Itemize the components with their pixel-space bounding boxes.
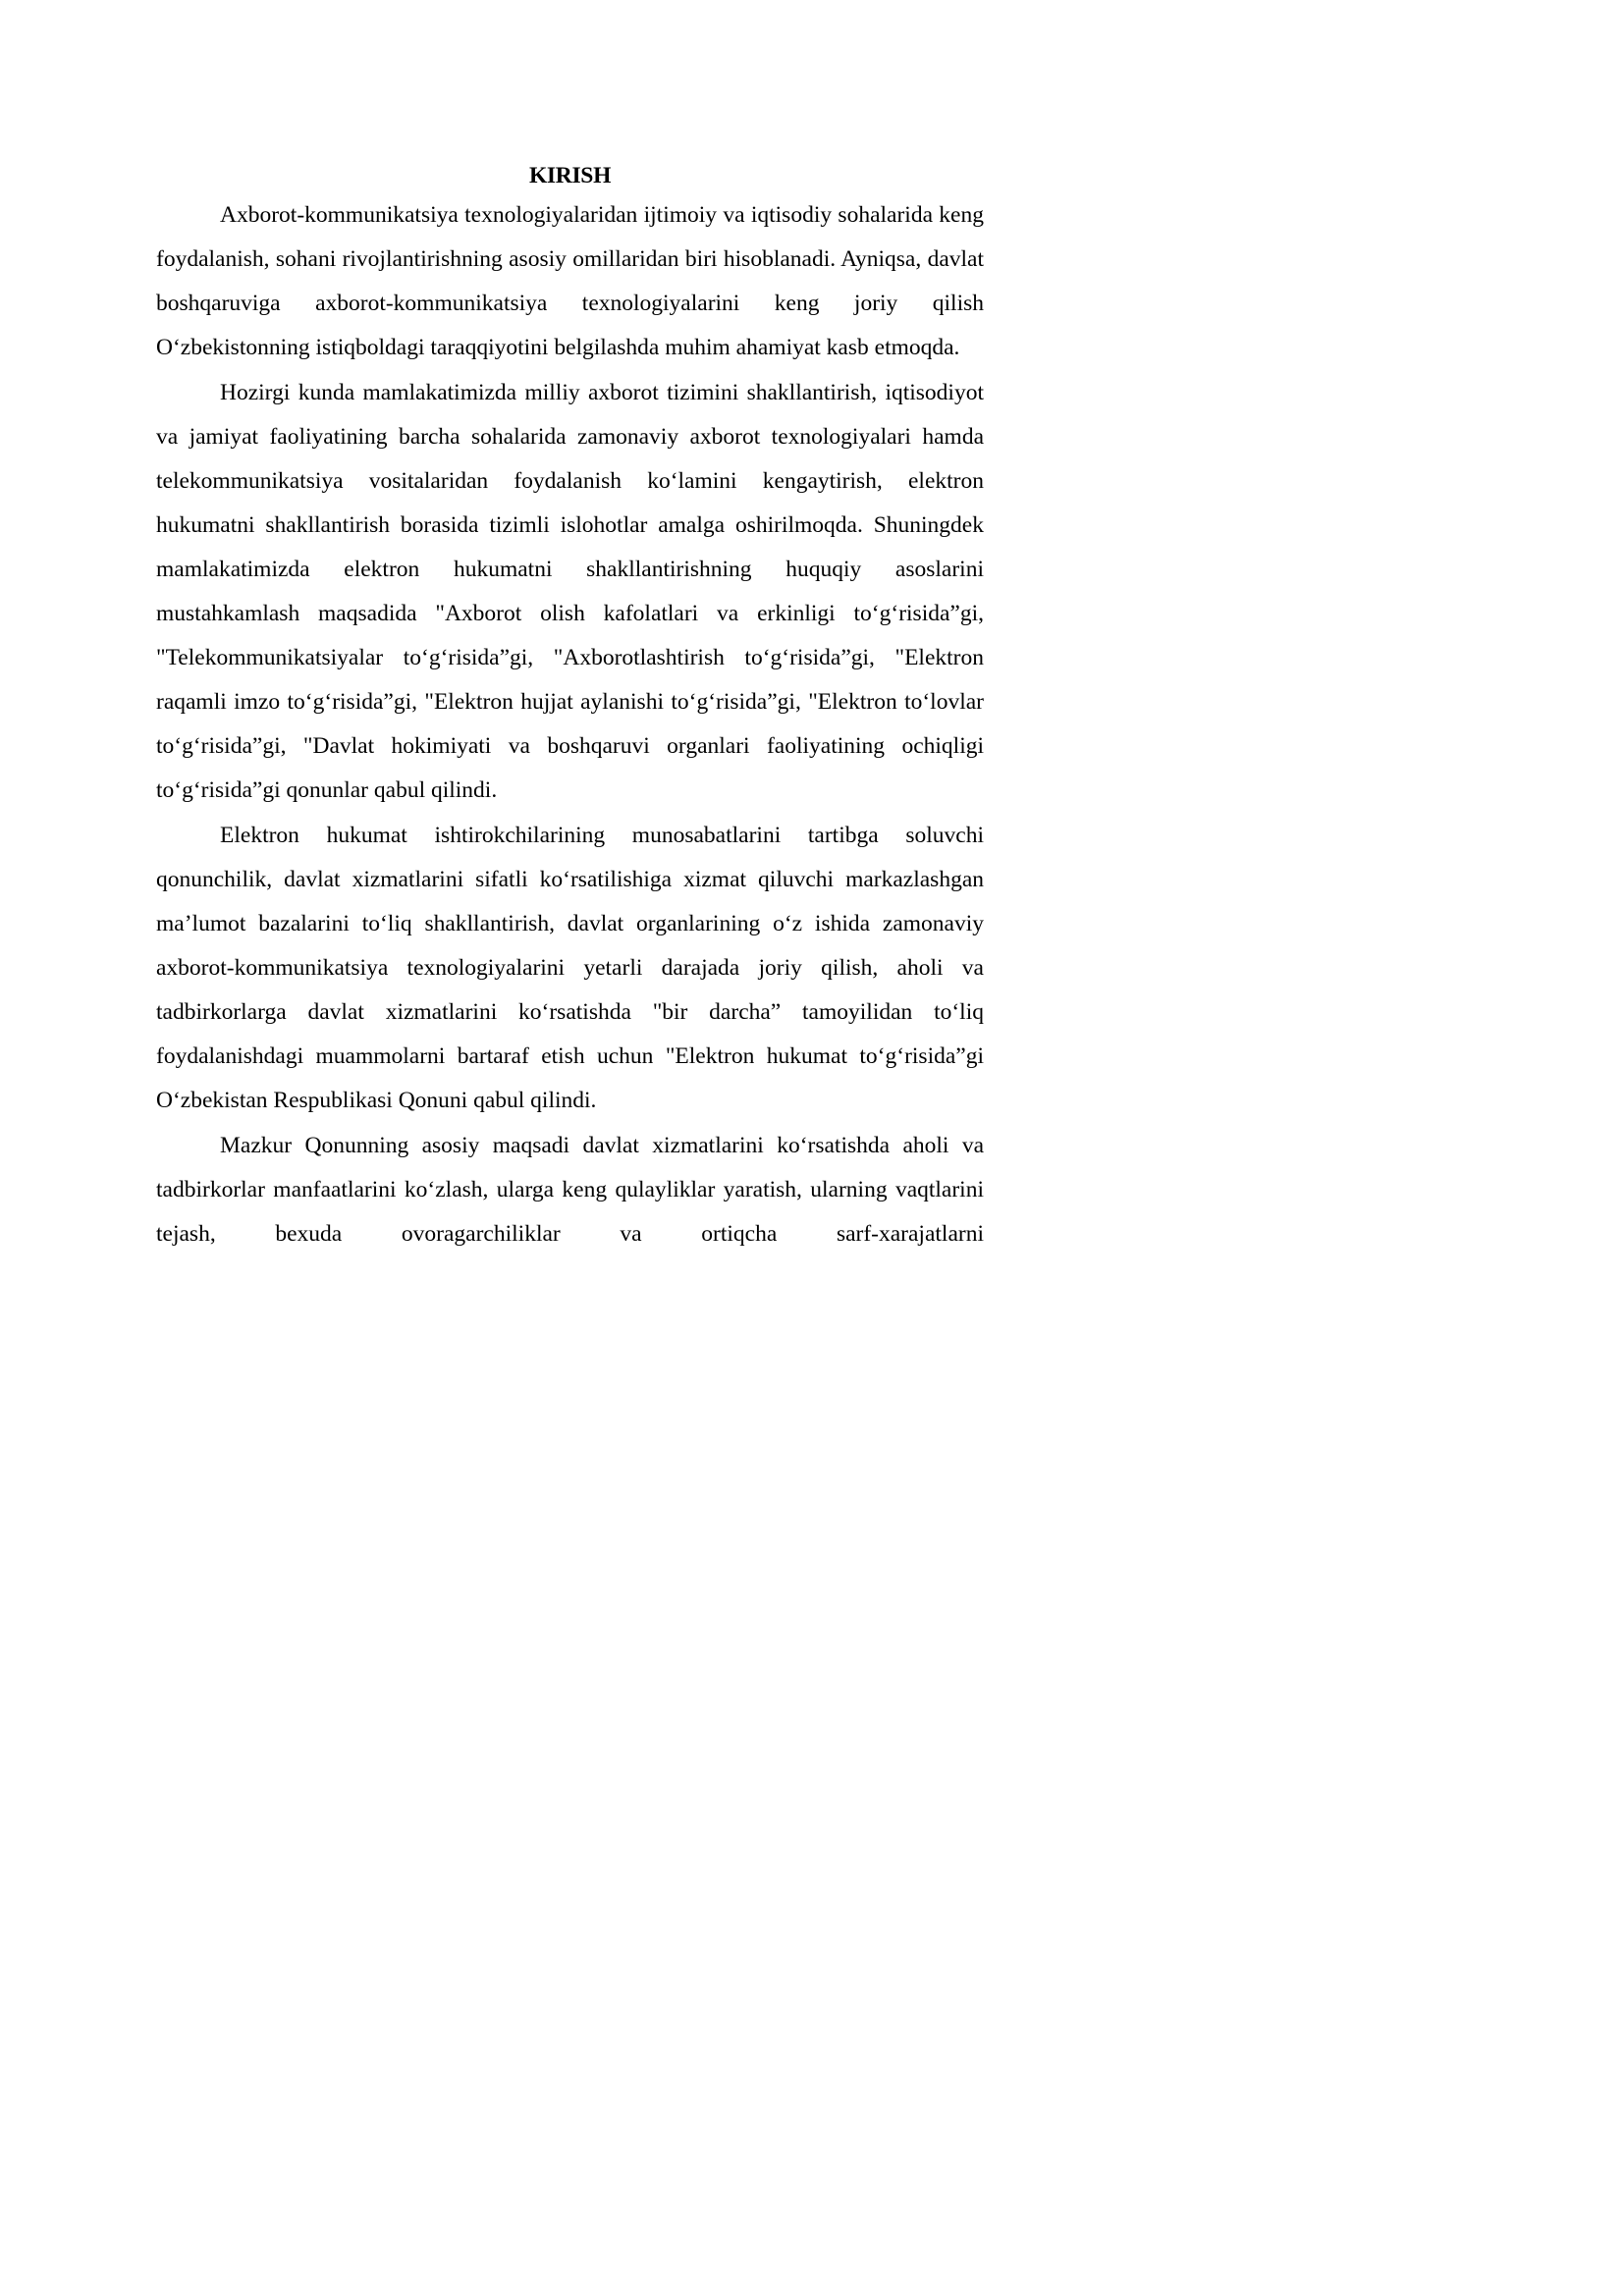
paragraph-1: Axborot-kommunikatsiya texnologiyalaridan ijtimoiy va iqtisodiy sohalarida keng foydalanish, sohani rivojlantirishning asosiy omillaridan biri hisoblanadi. Ayniqsa, davlat boshqaruviga axborot-kommunikatsiya texnologiyalarini keng joriy qilish O‘zbekistonning istiqboldagi taraqqiyotini belgilashda muhim ahamiyat kasb etmoqda. xyxy=(156,202,984,360)
document-body xyxy=(156,158,984,1257)
paragraph-4: Mazkur Qonunning asosiy maqsadi davlat xizmatlarini ko‘rsatishda aholi va tadbirkorlar manfaatlarini ko‘zlash, ularga keng qulayliklar yaratish, ularning vaqtlarini tejash, bexuda ovoragarchiliklar va ortiqcha sarf-xarajatlarni xyxy=(156,1133,984,1247)
paragraph-3: Elektron hukumat ishtirokchilarining munosabatlarini tartibga soluvchi qonunchilik, davlat xizmatlarini sifatli ko‘rsatilishiga xizmat qiluvchi markazlashgan ma’lumot bazalarini to‘liq shakllantirish, davlat organlarining o‘z ishida zamonaviy axborot-kommunikatsiya texnologiyalarini yetarli darajada joriy qilish, aholi va tadbirkorlarga davlat xizmatlarini ko‘rsatishda "bir darcha” tamoyilidan to‘liq foydalanishdagi muammolarni bartaraf etish uchun "Elektron hukumat to‘g‘risida”gi O‘zbekistan Respublikasi Qonuni qabul qilindi. xyxy=(156,823,984,1113)
section-heading: KIRISH xyxy=(528,163,612,188)
document-page xyxy=(0,0,1082,1530)
paragraph-2: Hozirgi kunda mamlakatimizda milliy axborot tizimini shakllantirish, iqtisodiyot va jamiyat faoliyatining barcha sohalarida zamonaviy axborot texnologiyalari hamda telekommunikatsiya vositalaridan foydalanish ko‘lamini kengaytirish, elektron hukumatni shakllantirish borasida tizimli islohotlar amalga oshirilmoqda. Shuningdek mamlakatimizda elektron hukumatni shakllantirishning huquqiy asoslarini mustahkamlash maqsadida "Axborot olish kafolatlari va erkinligi to‘g‘risida”gi, "Telekommunikatsiyalar to‘g‘risida”gi, "Axborotlashtirish to‘g‘risida”gi, "Elektron raqamli imzo to‘g‘risida”gi, "Elektron hujjat aylanishi to‘g‘risida”gi, "Elektron to‘lovlar to‘g‘risida”gi, "Davlat hokimiyati va boshqaruvi organlari faoliyatining ochiqligi to‘g‘risida”gi qonunlar qabul qilindi. xyxy=(156,380,984,803)
